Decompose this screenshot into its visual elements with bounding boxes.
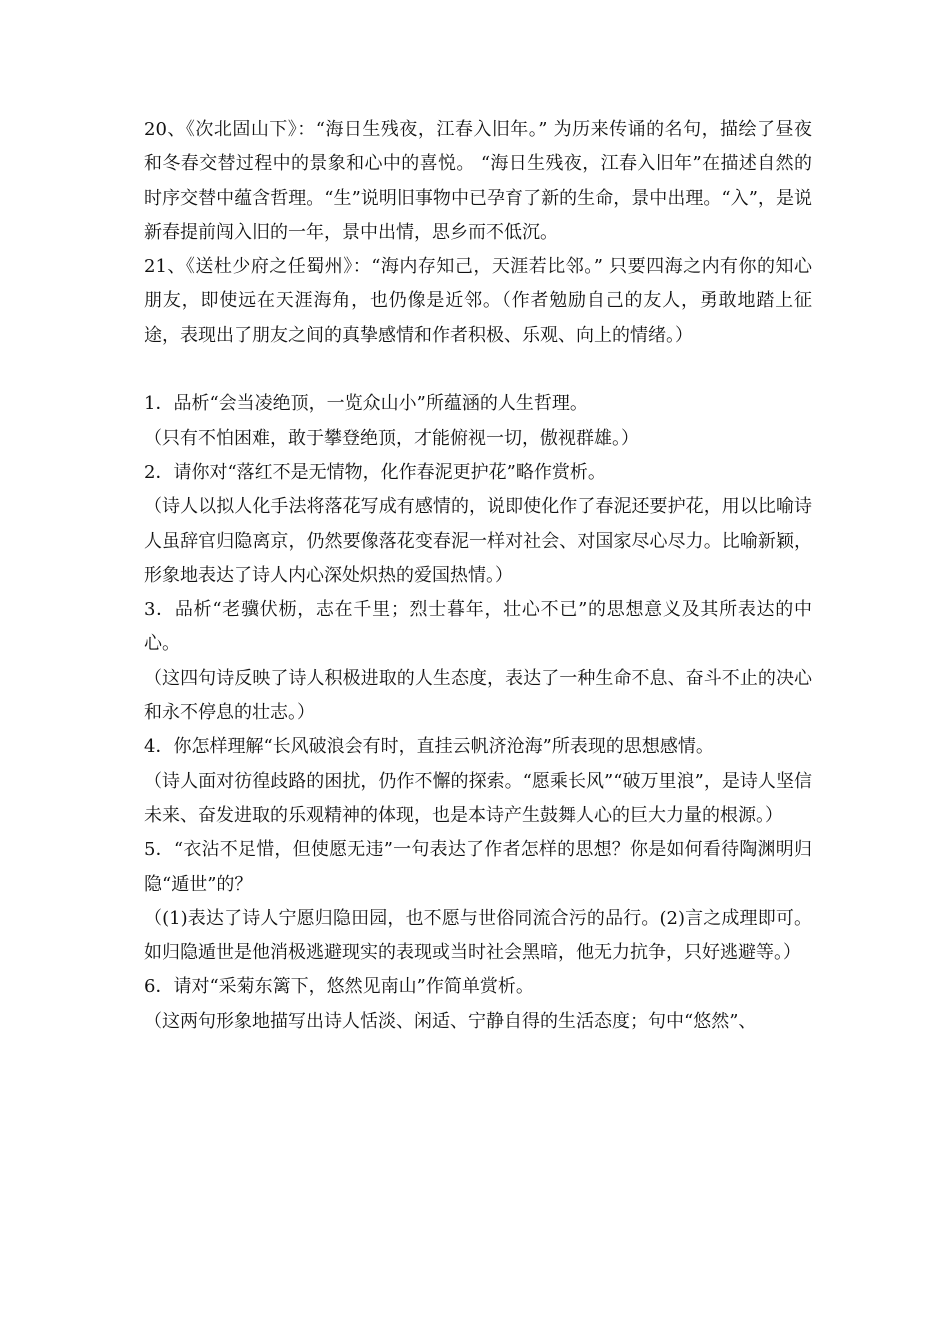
question-3: 3．品析“老骥伏枥，志在千里；烈士暮年，壮心不已”的思想意义及其所表达的中心。: [144, 599, 812, 655]
answer-5: （(1)表达了诗人宁愿归隐田园，也不愿与世俗同流合污的品行。(2)言之成理即可。如归隐遁世是他消极逃避现实的表现或当时社会黑暗，他无力抗争，只好逃避等。）: [144, 907, 812, 964]
question-2: 2．请你对“落红不是无情物，化作春泥更护花”略作赏析。: [144, 461, 606, 483]
answer-6: （这两句形象地描写出诗人恬淡、闲适、宁静自得的生活态度；句中“悠然”、: [144, 1010, 757, 1032]
answer-4: （诗人面对彷徨歧路的困扰，仍作不懈的探索。“愿乘长风”“破万里浪”，是诗人坚信未来、奋发进取的乐观精神的体现，也是本诗产生鼓舞人心的巨大力量的根源。）: [144, 770, 812, 826]
answer-2: （诗人以拟人化手法将落花写成有感情的，说即使化作了春泥还要护花，用以比喻诗人虽辞官归隐离京，仍然要像落花变春泥一样对社会、对国家尽心尽力。比喻新颖，形象地表达了诗人内心深处炽热的爱国热情。）: [144, 496, 812, 586]
answer-3: （这四句诗反映了诗人积极进取的人生态度，表达了一种生命不息、奋斗不止的决心和永不停息的壮志。）: [144, 667, 812, 724]
note-paragraph-20: 20、《次北固山下》：“海日生残夜，江春入旧年。” 为历来传诵的名句，描绘了昼夜和冬春交替过程中的景象和心中的喜悦。 “海日生残夜，江春入旧年”在描述自然的时序交替中蕴含哲理。“生”说明旧事物中已孕育了新的生命，景中出理。“入”，是说新春提前闯入旧的一年，景中出情，思乡而不低沉。: [144, 119, 812, 243]
question-1: 1．品析“会当凌绝顶，一览众山小”所蕴涵的人生哲理。: [144, 393, 588, 415]
document-body: [144, 113, 812, 1039]
question-4: 4．你怎样理解“长风破浪会有时，直挂云帆济沧海”所表现的思想感情。: [144, 736, 714, 758]
answer-1: （只有不怕困难，敢于攀登绝顶，才能俯视一切，傲视群雄。）: [144, 427, 639, 449]
spacer: [144, 353, 812, 387]
question-6: 6．请对“采菊东篱下，悠然见南山”作简单赏析。: [144, 976, 534, 998]
question-5: 5．“衣沾不足惜，但使愿无违”一句表达了作者怎样的思想？你是如何看待陶渊明归隐“遁世”的？: [144, 839, 812, 895]
note-paragraph-21: 21、《送杜少府之任蜀州》：“海内存知己，天涯若比邻。” 只要四海之内有你的知心朋友，即使远在天涯海角，也仍像是近邻。（作者勉励自己的友人，勇敢地踏上征途，表现出了朋友之间的真挚感情和作者积极、乐观、向上的情绪。）: [144, 256, 812, 346]
